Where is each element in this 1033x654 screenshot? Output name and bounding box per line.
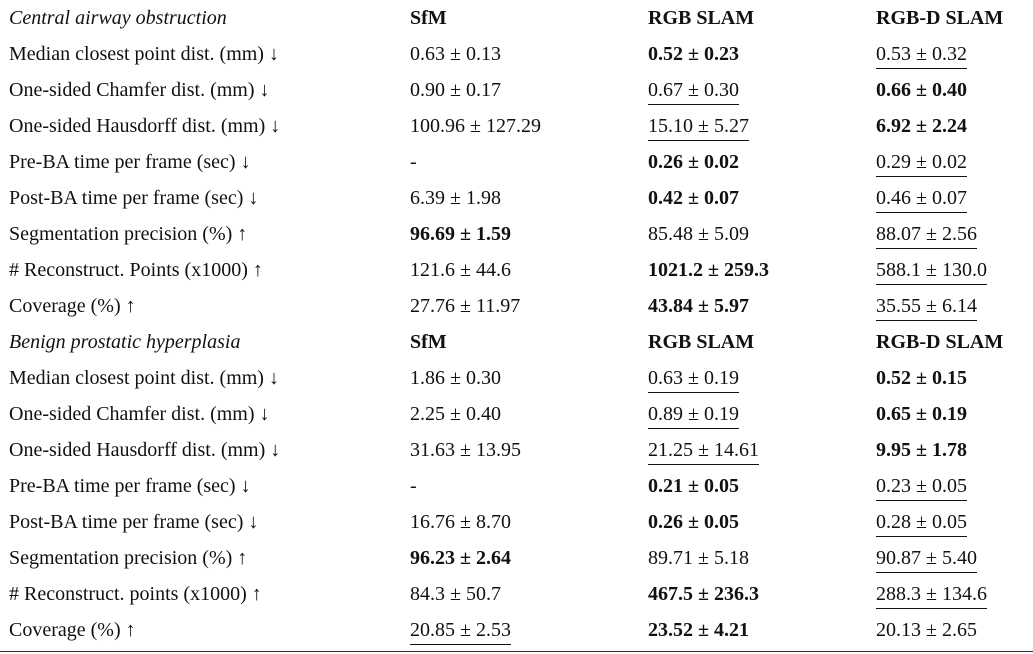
value-cell: 588.1 ± 130.0 xyxy=(876,259,987,281)
value-cell: 0.26 ± 0.05 xyxy=(648,511,739,533)
metric-label: One-sided Chamfer dist. (mm) ↓ xyxy=(9,79,270,101)
metric-label: Median closest point dist. (mm) ↓ xyxy=(9,367,279,389)
metric-label: One-sided Hausdorff dist. (mm) ↓ xyxy=(9,115,281,137)
metric-label: # Reconstruct. Points (x1000) ↑ xyxy=(9,259,263,281)
value-cell: 0.63 ± 0.13 xyxy=(410,43,501,65)
value-cell: 121.6 ± 44.6 xyxy=(410,259,511,281)
table-row xyxy=(0,288,1033,324)
table-row xyxy=(0,36,1033,72)
value-cell: 27.76 ± 11.97 xyxy=(410,295,521,317)
table-bottom-rule xyxy=(0,651,1033,652)
value-cell: 0.90 ± 0.17 xyxy=(410,79,501,101)
value-cell: 96.23 ± 2.64 xyxy=(410,547,511,569)
value-cell: 35.55 ± 6.14 xyxy=(876,295,977,317)
value-cell: 0.26 ± 0.02 xyxy=(648,151,739,173)
metric-label: Post-BA time per frame (sec) ↓ xyxy=(9,187,259,209)
column-header: SfM xyxy=(410,331,447,353)
table-row xyxy=(0,576,1033,612)
section-header-row xyxy=(0,324,1033,360)
value-cell: 100.96 ± 127.29 xyxy=(410,115,541,137)
table-row xyxy=(0,360,1033,396)
value-cell: 0.46 ± 0.07 xyxy=(876,187,967,209)
value-cell: 16.76 ± 8.70 xyxy=(410,511,511,533)
value-cell: 1021.2 ± 259.3 xyxy=(648,259,769,281)
metric-label: Pre-BA time per frame (sec) ↓ xyxy=(9,151,251,173)
metric-label: Median closest point dist. (mm) ↓ xyxy=(9,43,279,65)
table-row xyxy=(0,72,1033,108)
value-cell: 2.25 ± 0.40 xyxy=(410,403,501,425)
value-cell: 31.63 ± 13.95 xyxy=(410,439,521,461)
value-cell: 0.63 ± 0.19 xyxy=(648,367,739,389)
value-cell: 0.66 ± 0.40 xyxy=(876,79,967,101)
value-cell: 90.87 ± 5.40 xyxy=(876,547,977,569)
table-row xyxy=(0,432,1033,468)
value-cell: 0.21 ± 0.05 xyxy=(648,475,739,497)
value-cell: 0.65 ± 0.19 xyxy=(876,403,967,425)
metric-label: Segmentation precision (%) ↑ xyxy=(9,547,248,569)
table-row xyxy=(0,108,1033,144)
table-row xyxy=(0,216,1033,252)
value-cell: 88.07 ± 2.56 xyxy=(876,223,977,245)
value-cell: 20.85 ± 2.53 xyxy=(410,619,511,641)
table-row xyxy=(0,612,1033,648)
column-header: RGB SLAM xyxy=(648,7,755,29)
table-row xyxy=(0,396,1033,432)
value-cell: 1.86 ± 0.30 xyxy=(410,367,501,389)
table-row xyxy=(0,504,1033,540)
value-cell: 9.95 ± 1.78 xyxy=(876,439,967,461)
value-cell: - xyxy=(410,151,417,173)
metric-label: Coverage (%) ↑ xyxy=(9,295,136,317)
value-cell: 0.53 ± 0.32 xyxy=(876,43,967,65)
table-row xyxy=(0,144,1033,180)
metric-label: # Reconstruct. points (x1000) ↑ xyxy=(9,583,262,605)
value-cell: 288.3 ± 134.6 xyxy=(876,583,987,605)
table-row xyxy=(0,180,1033,216)
table-row xyxy=(0,252,1033,288)
section-title: Central airway obstruction xyxy=(9,7,227,29)
metric-label: Coverage (%) ↑ xyxy=(9,619,136,641)
value-cell: 15.10 ± 5.27 xyxy=(648,115,749,137)
value-cell: 89.71 ± 5.18 xyxy=(648,547,749,569)
column-header: RGB-D SLAM xyxy=(876,331,1004,353)
value-cell: 6.92 ± 2.24 xyxy=(876,115,967,137)
value-cell: 467.5 ± 236.3 xyxy=(648,583,759,605)
section-header-row xyxy=(0,0,1033,36)
value-cell: 96.69 ± 1.59 xyxy=(410,223,511,245)
value-cell: 84.3 ± 50.7 xyxy=(410,583,501,605)
metric-label: One-sided Hausdorff dist. (mm) ↓ xyxy=(9,439,281,461)
metric-label: Pre-BA time per frame (sec) ↓ xyxy=(9,475,251,497)
column-header: RGB-D SLAM xyxy=(876,7,1004,29)
value-cell: 0.29 ± 0.02 xyxy=(876,151,967,173)
value-cell: 6.39 ± 1.98 xyxy=(410,187,501,209)
column-header: SfM xyxy=(410,7,447,29)
value-cell: 0.23 ± 0.05 xyxy=(876,475,967,497)
value-cell: 20.13 ± 2.65 xyxy=(876,619,977,641)
table-row xyxy=(0,468,1033,504)
value-cell: 0.52 ± 0.15 xyxy=(876,367,967,389)
metric-label: Post-BA time per frame (sec) ↓ xyxy=(9,511,259,533)
value-cell: 43.84 ± 5.97 xyxy=(648,295,749,317)
metric-label: One-sided Chamfer dist. (mm) ↓ xyxy=(9,403,270,425)
value-cell: 0.67 ± 0.30 xyxy=(648,79,739,101)
column-header: RGB SLAM xyxy=(648,331,755,353)
table-row xyxy=(0,540,1033,576)
value-cell: 0.42 ± 0.07 xyxy=(648,187,739,209)
section-title: Benign prostatic hyperplasia xyxy=(9,331,241,353)
value-cell: 85.48 ± 5.09 xyxy=(648,223,749,245)
value-cell: 0.89 ± 0.19 xyxy=(648,403,739,425)
value-cell: 0.52 ± 0.23 xyxy=(648,43,739,65)
value-cell: 0.28 ± 0.05 xyxy=(876,511,967,533)
metric-label: Segmentation precision (%) ↑ xyxy=(9,223,248,245)
value-cell: 21.25 ± 14.61 xyxy=(648,439,759,461)
value-cell: - xyxy=(410,475,417,497)
value-cell: 23.52 ± 4.21 xyxy=(648,619,749,641)
